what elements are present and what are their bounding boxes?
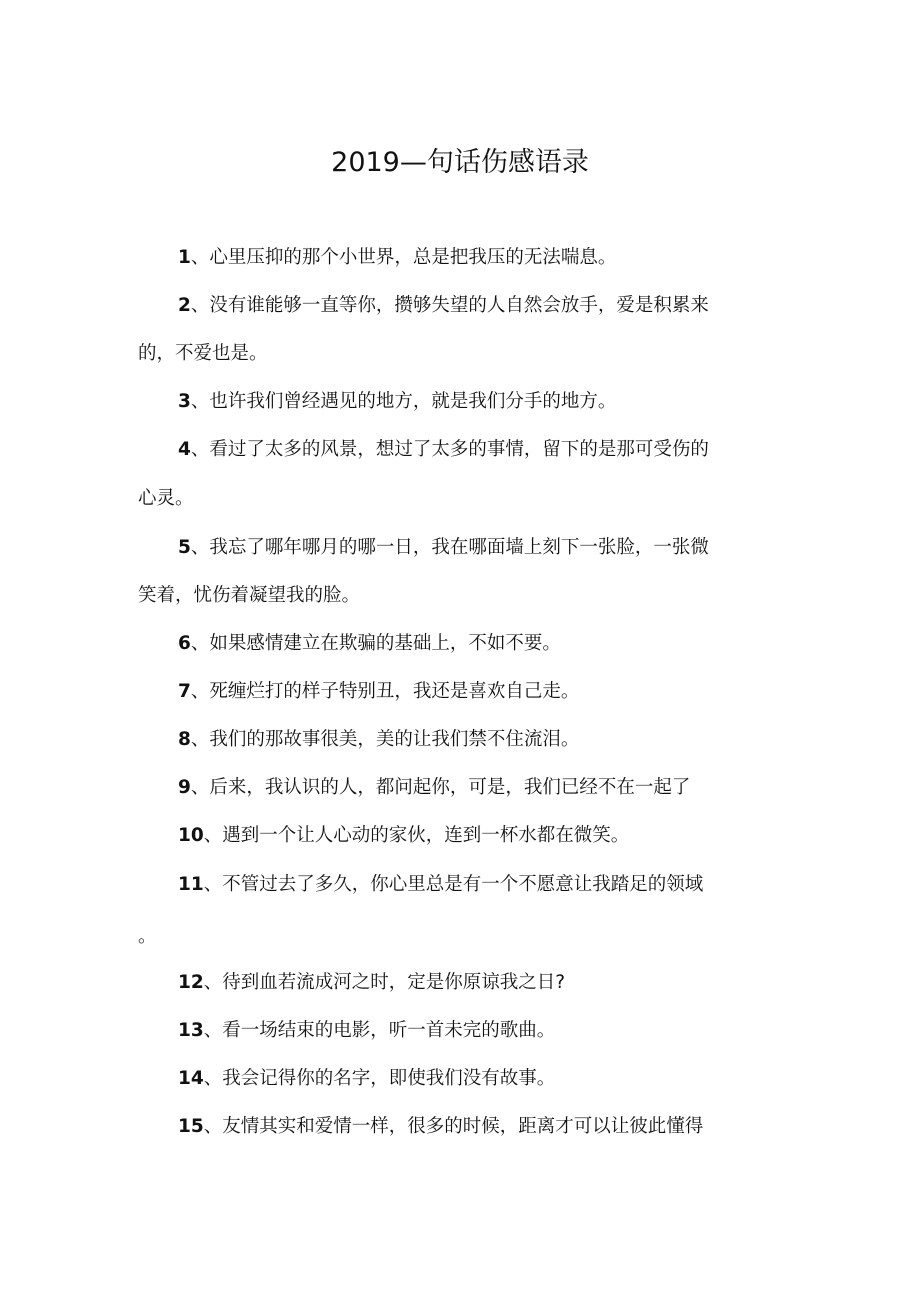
quote-item-6 — [178, 632, 561, 656]
quote-item-5-continuation: 笑着，忧伤着凝望我的脸。 — [138, 585, 361, 606]
quote-item-12 — [178, 971, 565, 995]
item-text: 、死缠烂打的样子特别丑，我还是喜欢自己走。 — [190, 681, 580, 702]
item-text: 、待到血若流成河之时，定是你原谅我之日? — [203, 972, 566, 993]
item-text: 、也许我们曾经遇见的地方，就是我们分手的地方。 — [190, 391, 617, 412]
item-number: 7 — [178, 681, 191, 702]
quote-item-9 — [178, 776, 690, 800]
quote-item-15 — [178, 1115, 703, 1139]
item-number: 5 — [178, 537, 191, 558]
item-number: 3 — [178, 391, 191, 412]
quote-item-11 — [178, 873, 703, 897]
quote-item-14 — [178, 1067, 555, 1091]
quote-item-5 — [178, 536, 709, 560]
item-number: 15 — [178, 1116, 204, 1137]
quote-item-4-continuation: 心灵。 — [138, 488, 194, 509]
item-number: 1 — [178, 247, 191, 268]
item-text: 、看过了太多的风景，想过了太多的事情，留下的是那可受伤的 — [190, 439, 709, 460]
quote-item-4 — [178, 438, 709, 462]
document-title: 2019—句话伤感语录 — [331, 147, 589, 178]
item-number: 4 — [178, 439, 191, 460]
item-text: 、我们的那故事很美，美的让我们禁不住流泪。 — [190, 729, 580, 750]
item-number: 10 — [178, 825, 204, 846]
item-text: 、不管过去了多久，你心里总是有一个不愿意让我踏足的领域 — [203, 874, 704, 895]
item-text: 、后来，我认识的人，都问起你，可是，我们已经不在一起了 — [190, 777, 691, 798]
item-number: 13 — [178, 1020, 204, 1041]
item-text: 、我会记得你的名字，即使我们没有故事。 — [203, 1068, 556, 1089]
item-number: 14 — [178, 1068, 204, 1089]
quote-item-13 — [178, 1019, 555, 1043]
quote-item-10 — [178, 824, 629, 848]
quote-item-2 — [178, 294, 709, 318]
item-number: 8 — [178, 729, 191, 750]
item-text: 、没有谁能够一直等你，攒够失望的人自然会放手，爱是积累来 — [190, 295, 709, 316]
item-text: 、遇到一个让人心动的家伙，连到一杯水都在微笑。 — [203, 825, 630, 846]
item-number: 9 — [178, 777, 191, 798]
item-number: 12 — [178, 972, 204, 993]
item-text: 、如果感情建立在欺骗的基础上，不如不要。 — [190, 633, 561, 654]
item-text: 、我忘了哪年哪月的哪一日，我在哪面墙上刻下一张脸，一张微 — [190, 537, 709, 558]
item-text: 、心里压抑的那个小世界，总是把我压的无法喘息。 — [190, 247, 617, 268]
item-text: 、友情其实和爱情一样，很多的时候，距离才可以让彼此懂得 — [203, 1116, 704, 1137]
item-number: 11 — [178, 874, 204, 895]
quote-item-11-continuation: 。 — [138, 926, 157, 947]
quote-item-7 — [178, 680, 579, 704]
item-text: 、看一场结束的电影，听一首未完的歌曲。 — [203, 1020, 556, 1041]
item-number: 6 — [178, 633, 191, 654]
quote-item-1 — [178, 246, 616, 270]
quote-item-2-continuation: 的，不爱也是。 — [138, 343, 268, 364]
quote-item-8 — [178, 728, 579, 752]
quote-item-3 — [178, 390, 616, 414]
item-number: 2 — [178, 295, 191, 316]
